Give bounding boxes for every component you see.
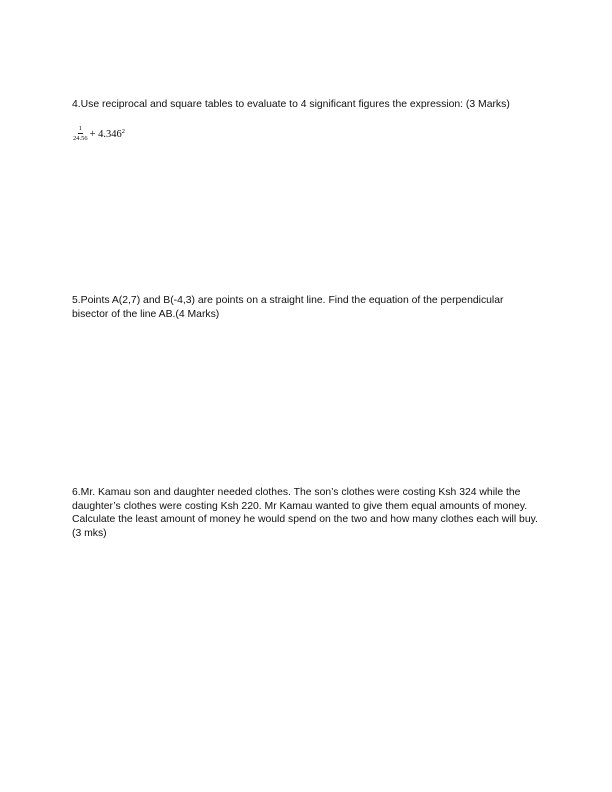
reciprocal-fraction — [73, 125, 88, 143]
square-term — [90, 128, 125, 140]
fraction-numerator: 1 — [78, 125, 82, 132]
square-base: 4.346 — [98, 129, 122, 140]
square-exponent: 2 — [121, 128, 126, 135]
question-4: 4.Use reciprocal and square tables to evaluate to 4 significant figures the expression: (3 Marks) — [72, 99, 510, 110]
fraction-denominator: 24.56 — [73, 135, 88, 142]
question-5: 5.Points A(2,7) and B(-4,3) are points on a straight line. Find the equation of the perpendicular bisector of the line AB.(4 Marks) — [72, 295, 504, 320]
plus-operator: + — [89, 129, 99, 140]
question-4-expression — [73, 125, 125, 143]
question-6: 6.Mr. Kamau son and daughter needed clothes. The son’s clothes were costing Ksh 324 while the daughter’s clothes were costing Ksh 220. Mr Kamau wanted to give them equal amounts of money. Calculate the least amount of money he would spend on the two and how many clothes each will buy. (3 mks) — [72, 487, 538, 539]
